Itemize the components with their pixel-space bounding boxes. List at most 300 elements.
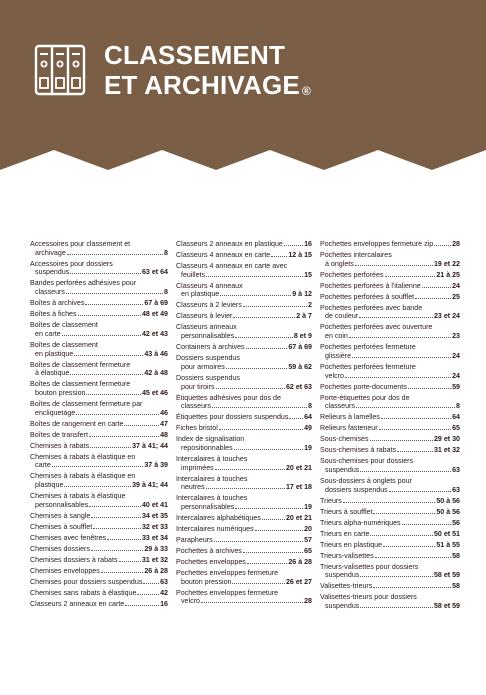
index-entry-page: 50 à 56 <box>436 507 460 516</box>
dot-leader <box>359 312 433 318</box>
index-entry-label: Trieurs en carte <box>320 529 370 538</box>
index-entry-last-line <box>176 383 312 392</box>
index-entry-label: Fiches bristol <box>176 424 218 433</box>
dot-leader <box>375 552 451 558</box>
index-entry-page: 46 <box>160 408 168 417</box>
index-entry-label: Chemises pour dossiers suspendus <box>30 577 143 586</box>
index-entry-page: 12 à 15 <box>288 251 312 259</box>
index-entry-page: 2 à 7 <box>296 312 312 321</box>
index-entry-page: 65 <box>304 547 312 556</box>
index-entry-last-line <box>30 545 168 554</box>
index-entry-label: Chemises à sangle <box>30 511 91 520</box>
index-entry-label: archivage <box>35 248 66 257</box>
index-entry-last-line <box>320 260 460 269</box>
index-entry-page: 64 <box>304 413 312 422</box>
index-entry-last-line <box>320 519 460 528</box>
index-entry-page: 39 à 41; 44 <box>132 481 168 490</box>
index-entry-last-line <box>176 464 312 473</box>
dot-leader <box>360 466 451 472</box>
index-entry-last-line <box>176 578 312 587</box>
dot-leader <box>422 282 451 288</box>
index-entry-line: Classeurs anneaux <box>176 323 237 332</box>
index-entry-line: Pochettes enveloppes fermeture <box>176 588 279 597</box>
dot-leader <box>345 372 451 378</box>
index-entry-last-line <box>320 383 460 392</box>
index-entry <box>320 251 460 268</box>
index-entry-line: Chemises à rabats à élastique <box>30 492 126 501</box>
index-entry <box>176 547 312 556</box>
index-entry <box>320 394 460 411</box>
dot-leader <box>64 481 131 487</box>
index-entry <box>320 363 460 380</box>
index-entry-label: Pochettes porte-documents <box>320 382 407 391</box>
index-entry-page: 45 et 46 <box>141 388 168 397</box>
dot-leader <box>373 582 451 588</box>
index-entry-line: Index de signalisation <box>176 435 245 444</box>
index-entry-page: 58 et 59 <box>433 571 460 580</box>
index-entry-page: 26 et 27 <box>285 577 312 586</box>
index-entry-line: Classeurs 4 anneaux <box>176 281 243 290</box>
index-entry-page: 29 et 30 <box>433 435 460 444</box>
index-entry <box>320 457 460 474</box>
index-entry <box>176 569 312 586</box>
dot-leader <box>90 442 131 448</box>
index-entry <box>320 304 460 321</box>
index-entry-last-line <box>30 556 168 565</box>
dot-leader <box>381 413 451 419</box>
index-entry-line: Porte-étiquettes pour dos de <box>320 393 410 402</box>
index-entry <box>30 472 168 489</box>
dot-leader <box>206 483 285 489</box>
index-entry <box>320 593 460 610</box>
index-column-1 <box>30 240 176 613</box>
index-entry <box>176 240 312 249</box>
index-entry-last-line <box>176 444 312 453</box>
index-entry-last-line <box>30 523 168 532</box>
index-column-3 <box>320 240 460 613</box>
dot-leader <box>434 240 451 246</box>
index-entry-page: 8 et 9 <box>293 332 312 341</box>
index-entry-label: suspendus <box>35 268 70 277</box>
index-entry-last-line <box>320 466 460 475</box>
index-entry-line: Boîtes de classement fermeture <box>30 360 131 369</box>
index-entry-page: 51 à 55 <box>436 540 460 549</box>
index-entry-last-line <box>176 525 312 534</box>
index-entry <box>30 589 168 598</box>
dot-leader <box>271 251 287 257</box>
title-line-2-text: ET ARCHIVAGE <box>104 70 300 100</box>
dot-leader <box>89 501 141 507</box>
dot-leader <box>137 589 159 595</box>
index-entry-label: Relieurs fasteneur <box>320 424 378 433</box>
index-entry <box>320 477 460 494</box>
dot-leader <box>255 525 303 531</box>
dot-leader <box>89 431 159 437</box>
index-entry <box>176 536 312 545</box>
index-entry-label: repositionnables <box>181 443 233 452</box>
section-header <box>0 0 486 182</box>
index-entry <box>320 541 460 550</box>
index-entry-page: 8 <box>164 248 168 257</box>
index-entry-line: Intercalaires à touches <box>176 494 248 503</box>
index-entry <box>30 442 168 451</box>
index-entry-page: 34 et 35 <box>141 511 168 520</box>
index-entry-last-line <box>320 508 460 517</box>
index-entry <box>176 589 312 606</box>
index-entry-label: bouton pression <box>181 577 232 586</box>
index-entry-last-line <box>30 442 168 451</box>
index-entry-last-line <box>30 369 168 378</box>
index-entry-last-line <box>176 503 312 512</box>
index-entry-label: pour armoires <box>181 362 225 371</box>
dot-leader <box>52 461 144 467</box>
index-entry-line: Pochettes perforées fermeture <box>320 362 416 371</box>
index-entry-page: 63 <box>452 465 460 474</box>
index-entry-label: en plastique <box>181 290 220 299</box>
index-entry <box>320 282 460 291</box>
index-entry-page: 59 à 62 <box>288 362 312 371</box>
index-entry-label: Trieurs en plastique <box>320 540 383 549</box>
index-entry <box>176 262 312 279</box>
index-entry <box>320 530 460 539</box>
index-entry-line: Pochettes perforées avec ouverture <box>320 323 433 332</box>
dot-leader <box>343 497 436 503</box>
index-entry-last-line <box>30 567 168 576</box>
index-entry-last-line <box>30 578 168 587</box>
index-entry-page: 57 <box>304 536 312 545</box>
index-entry <box>30 492 168 509</box>
index-entry <box>320 497 460 506</box>
index-entry-last-line <box>320 530 460 539</box>
index-entry-page: 28 <box>304 597 312 606</box>
index-entry-page: 67 à 69 <box>144 299 168 308</box>
index-entry-label: en carte <box>35 329 61 338</box>
dot-leader <box>415 293 451 299</box>
index-entry <box>30 260 168 277</box>
index-entry-page: 48 <box>160 430 168 439</box>
index-entry-label: suspendus <box>325 571 360 580</box>
dot-leader <box>408 383 451 389</box>
dot-leader <box>62 330 141 336</box>
dot-leader <box>232 578 284 584</box>
index-entry-last-line <box>176 271 312 280</box>
index-entry <box>320 271 460 280</box>
index-entry-page: 32 et 33 <box>141 522 168 531</box>
index-entry-page: 37 à 41; 44 <box>132 441 168 450</box>
index-entry-page: 20 et 21 <box>285 514 312 523</box>
index-entry-last-line <box>30 420 168 429</box>
index-entry <box>30 534 168 543</box>
dot-leader <box>85 299 143 305</box>
dot-leader <box>355 260 433 266</box>
dot-leader <box>107 534 141 540</box>
index-entry-label: Chemises dossiers <box>30 544 90 553</box>
index-entry-page: 37 à 39 <box>144 461 168 470</box>
index-entry <box>176 455 312 472</box>
index-entry <box>176 374 312 391</box>
index-entry <box>176 435 312 452</box>
dot-leader <box>243 547 303 553</box>
index-entry-last-line <box>320 282 460 291</box>
index-entry-line: Boîtes de classement fermeture <box>30 380 131 389</box>
index-entry-label: Pochettes enveloppes <box>176 558 246 567</box>
dot-leader <box>289 413 303 419</box>
dot-leader <box>70 268 141 274</box>
index-entry-label: Sous-chemises <box>320 435 369 444</box>
index-entry-page: 63 et 64 <box>141 268 168 277</box>
index-entry <box>320 552 460 561</box>
index-entry <box>320 424 460 433</box>
index-entry-label: Trieurs à soufflet <box>320 507 373 516</box>
index-entry-last-line <box>320 372 460 381</box>
index-entry-label: Classeurs à levier <box>176 312 233 321</box>
index-entry <box>320 435 460 444</box>
dot-leader <box>124 420 159 426</box>
index-entry-last-line <box>176 290 312 299</box>
index-entry-label: classeurs <box>181 402 211 411</box>
index-entry <box>30 600 168 609</box>
index-entry-last-line <box>176 483 312 492</box>
index-entry-label: dossiers suspendus <box>325 485 388 494</box>
index-entry-line: Classeurs 4 anneaux en carte avec <box>176 262 288 270</box>
index-entry-line: Intercalaires à touches <box>176 454 248 463</box>
dot-leader <box>119 556 141 562</box>
index-entry-page: 19 <box>304 503 312 512</box>
index-entry-last-line <box>320 332 460 341</box>
index-entry-last-line <box>320 413 460 422</box>
index-entry-page: 28 <box>452 240 460 248</box>
index-entry-label: Étiquettes pour dossiers suspendus <box>176 413 289 422</box>
index-entry-line: Boîtes de classement <box>30 321 98 330</box>
index-entry-line: Accessoires pour dossiers <box>30 259 113 268</box>
index-entry-page: 2 <box>308 301 312 310</box>
dot-leader <box>235 503 303 509</box>
index-entry-page: 15 <box>304 270 312 279</box>
index-entry-last-line <box>176 240 312 249</box>
index-entry <box>176 282 312 299</box>
index-entry <box>30 431 168 440</box>
index-entry-last-line <box>30 350 168 359</box>
index-entry-label: feuillets <box>181 270 206 279</box>
index-entry-line: Trieurs-valisettes pour dossiers <box>320 562 419 571</box>
index-entry-label: Intercalaires numériques <box>176 525 254 534</box>
index-entry-last-line <box>30 589 168 598</box>
index-entry-last-line <box>176 251 312 260</box>
index-entry-page: 9 à 12 <box>292 290 312 299</box>
index-entry-last-line <box>320 271 460 280</box>
index-entry-label: carte <box>35 461 51 470</box>
index-entry-line: Dossiers suspendus <box>176 373 240 382</box>
index-entry <box>320 446 460 455</box>
index-entry-last-line <box>176 413 312 422</box>
index-entry <box>320 413 460 422</box>
index-entry-last-line <box>320 552 460 561</box>
index-entry-line: Sous-dossiers à onglets pour <box>320 476 412 485</box>
index-entry-line: Pochettes perforées fermeture <box>320 343 416 352</box>
index-entry-last-line <box>320 602 460 611</box>
index-entry <box>30 321 168 338</box>
index-entry-line: Étiquettes adhésives pour dos de <box>176 393 281 402</box>
index-entry-last-line <box>30 268 168 277</box>
dot-leader <box>201 597 303 603</box>
dot-leader <box>76 409 159 415</box>
binders-icon <box>34 44 86 96</box>
dot-leader <box>206 271 303 277</box>
index-entry-label: personnalisables <box>35 500 89 509</box>
index-entry-last-line <box>30 534 168 543</box>
dot-leader <box>212 402 307 408</box>
index-entry-page: 50 et 51 <box>433 529 460 538</box>
index-entry-page: 58 et 59 <box>433 602 460 611</box>
dot-leader <box>67 249 163 255</box>
index-entry-last-line <box>30 501 168 510</box>
dot-leader <box>214 536 303 542</box>
index-entry-last-line <box>176 332 312 341</box>
index-entry-label: encliquetage <box>35 408 76 417</box>
index-entry-page: 17 et 18 <box>285 483 312 492</box>
index-entry-label: classeurs <box>325 402 355 411</box>
index-entry-page: 24 <box>452 351 460 360</box>
index-entry-label: Chemises enveloppes <box>30 566 100 575</box>
index-entry <box>30 361 168 378</box>
index-entry <box>30 299 168 308</box>
dot-leader <box>352 352 451 358</box>
index-entry <box>30 556 168 565</box>
index-entry-page: 16 <box>304 240 312 248</box>
index-entry-label: en plastique <box>35 349 74 358</box>
dot-leader <box>247 558 288 564</box>
dot-leader <box>360 571 433 577</box>
index-entry-line: Chemises à rabats à élastique en <box>30 452 136 461</box>
dot-leader <box>219 424 303 430</box>
index-entry <box>176 343 312 352</box>
dot-leader <box>349 332 451 338</box>
index-entry-label: suspendus <box>325 465 360 474</box>
index-entry <box>320 240 460 249</box>
index-entry <box>176 424 312 433</box>
index-entry-last-line <box>176 301 312 310</box>
index-entry <box>30 512 168 521</box>
index-entry-label: Containers à archives <box>176 343 245 352</box>
index-entry-line: Pochettes perforées avec bande <box>320 303 423 312</box>
index-entry-page: 63 <box>452 485 460 494</box>
trademark-symbol: ® <box>301 84 312 98</box>
index-entry-last-line <box>30 409 168 418</box>
index-entry-page: 16 <box>160 599 168 608</box>
index-entry-label: Chemises à soufflet <box>30 522 93 531</box>
index-entry-line: Pochettes enveloppes fermeture <box>176 569 279 578</box>
index-entry-page: 29 à 33 <box>144 544 168 553</box>
dot-leader <box>66 288 163 294</box>
index-entry-label: Boîtes à fiches <box>30 310 77 319</box>
index-entry-label: en coin <box>325 332 348 341</box>
index-entry <box>320 323 460 340</box>
dot-leader <box>86 389 140 395</box>
index-entry-page: 62 et 63 <box>285 382 312 391</box>
index-entry-last-line <box>176 424 312 433</box>
index-entry-page: 47 <box>160 419 168 428</box>
dot-leader <box>125 600 159 606</box>
index-entry <box>176 394 312 411</box>
index-entry-label: Classeurs 2 anneaux en carte <box>30 599 125 608</box>
index-entry <box>30 523 168 532</box>
index-entry-label: velcro <box>181 597 200 606</box>
index-entry-line: Intercalaires à touches <box>176 474 248 483</box>
index-entry <box>30 578 168 587</box>
dot-leader <box>234 444 303 450</box>
index-entry-page: 42 et 43 <box>141 329 168 338</box>
dot-leader <box>397 446 433 452</box>
dot-leader <box>235 332 293 338</box>
dot-leader <box>70 369 143 375</box>
index-entry-label: Trieurs <box>320 496 342 505</box>
index-entry <box>176 301 312 310</box>
index-entry-page: 58 <box>452 582 460 591</box>
index-entry-last-line <box>320 352 460 361</box>
index-entry-page: 26 à 28 <box>288 558 312 567</box>
index-entry-page: 20 <box>304 525 312 534</box>
title-line-2 <box>104 70 311 100</box>
index-entry-page: 20 et 21 <box>285 463 312 472</box>
page-title <box>104 40 311 100</box>
index-entry-last-line <box>176 343 312 352</box>
index-entry-label: Chemises dossiers à rabats <box>30 555 118 564</box>
index-entry-page: 67 à 69 <box>288 343 312 352</box>
index-entry-page: 59 <box>452 382 460 391</box>
index-entry <box>320 508 460 517</box>
index-entry-last-line <box>176 402 312 411</box>
index-entry-label: personnalisables <box>181 503 235 512</box>
zigzag-divider <box>0 146 486 182</box>
index-entry-last-line <box>176 547 312 556</box>
index-entry <box>176 514 312 523</box>
index-entry-last-line <box>30 481 168 490</box>
dot-leader <box>78 310 141 316</box>
index-entry-label: Pochettes perforées <box>320 270 384 279</box>
index-entry-label: velcro <box>325 371 344 380</box>
index-entry-page: 24 <box>452 371 460 380</box>
index-entry-label: Boîtes de transfert <box>30 430 88 439</box>
dot-leader <box>385 271 436 277</box>
index-entry-line: Chemises à rabats à élastique en <box>30 472 136 481</box>
index-column-2 <box>176 240 320 613</box>
index-entry-label: Classeurs à 2 leviers <box>176 301 242 310</box>
dot-leader <box>246 343 288 349</box>
index-entry-last-line <box>176 536 312 545</box>
index-entry-line: Sous-chemises pour dossiers <box>320 457 414 466</box>
index-entry-label: Classeurs 2 anneaux en plastique <box>176 240 283 248</box>
index-entry-page: 40 et 41 <box>141 500 168 509</box>
index-entry-page: 19 et 22 <box>433 259 460 268</box>
dot-leader <box>370 530 433 536</box>
index-entry-last-line <box>320 240 460 249</box>
index-entry <box>30 567 168 576</box>
dot-leader <box>243 301 307 307</box>
index-entry-label: Boîtes à archives <box>30 299 85 308</box>
index-entry-page: 58 <box>452 551 460 560</box>
index-entry-last-line <box>320 582 460 591</box>
index-entry-page: 64 <box>452 413 460 422</box>
index-entry <box>176 525 312 534</box>
index-entry-label: glissière <box>325 351 352 360</box>
dot-leader <box>93 523 141 529</box>
index-entry-last-line <box>320 486 460 495</box>
index-entry-label: Chemises avec fenêtres <box>30 533 107 542</box>
index-entry <box>320 293 460 302</box>
index-entry-line: Bandes perforées adhésives pour <box>30 279 137 288</box>
index-entry-label: Pochettes perforées à soufflet <box>320 292 415 301</box>
index-entry-last-line <box>320 402 460 411</box>
